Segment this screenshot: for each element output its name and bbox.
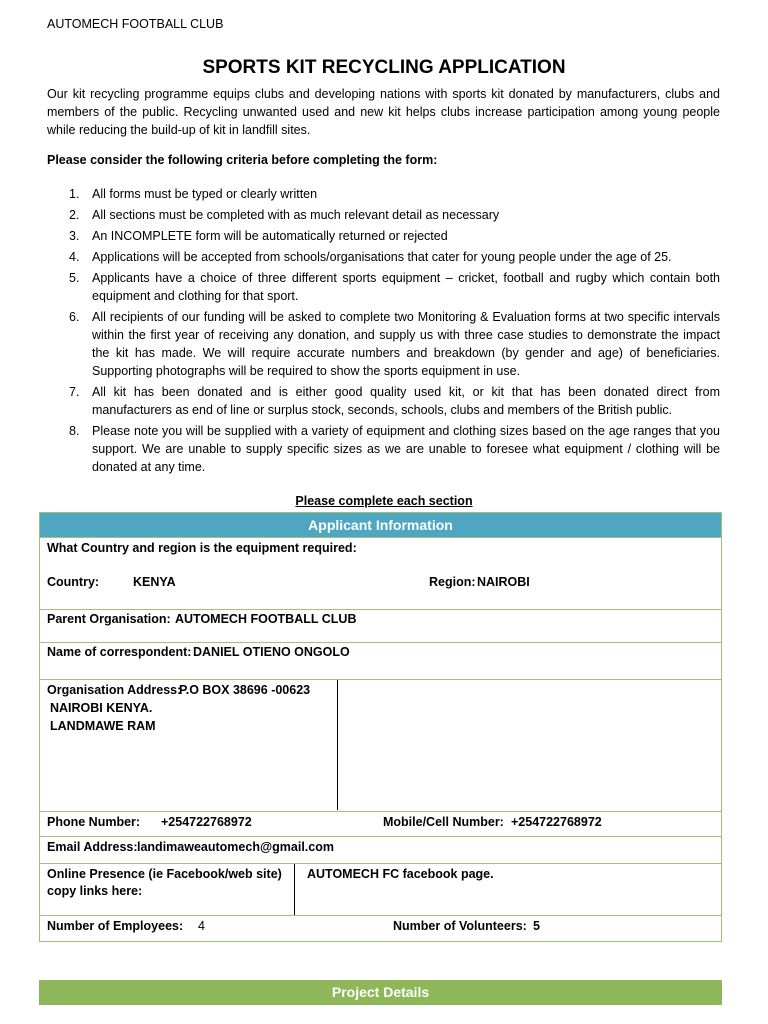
- criteria-item: 3. An INCOMPLETE form will be automatically returned or rejected: [69, 229, 448, 243]
- address-line-1[interactable]: P.O BOX 38696 -00623: [179, 683, 311, 697]
- country-value[interactable]: KENYA: [133, 575, 176, 589]
- phone-label: Phone Number:: [47, 815, 141, 829]
- parent-organisation-label: Parent Organisation:: [47, 612, 171, 626]
- project-details-header: Project Details: [39, 980, 722, 1005]
- criteria-item: 5. Applicants have a choice of three different sports equipment – cricket, football and rugby which contain both equipment and clothing for that sport.: [69, 271, 720, 303]
- region-label: Region:: [429, 575, 476, 589]
- volunteers-label: Number of Volunteers:: [393, 919, 527, 933]
- parent-organisation-value[interactable]: AUTOMECH FOOTBALL CLUB: [175, 612, 357, 626]
- criteria-item: 1. All forms must be typed or clearly written: [69, 187, 318, 201]
- applicant-form: [39, 512, 722, 942]
- applicant-information-header: Applicant Information: [40, 513, 721, 537]
- email-value[interactable]: landimaweautomech@gmail.com: [137, 840, 334, 854]
- mobile-label: Mobile/Cell Number:: [383, 815, 504, 829]
- club-name: AUTOMECH FOOTBALL CLUB: [47, 17, 224, 31]
- staff-row[interactable]: [40, 915, 721, 943]
- address-divider: [337, 680, 338, 810]
- criteria-item: 8. Please note you will be supplied with a variety of equipment and clothing sizes based on the age ranges that you support. We are unable to supply specific sizes as we are unable to foresee what equipment / clothing will be donated at any time.: [69, 424, 720, 474]
- phone-value[interactable]: +254722768972: [161, 815, 252, 829]
- correspondent-row[interactable]: [40, 642, 721, 679]
- parent-organisation-row[interactable]: [40, 609, 721, 642]
- criteria-item: 2. All sections must be completed with as much relevant detail as necessary: [69, 208, 500, 222]
- page-title: SPORTS KIT RECYCLING APPLICATION: [202, 57, 566, 78]
- address-row[interactable]: [40, 679, 721, 811]
- section-instruction: Please complete each section: [295, 494, 473, 508]
- correspondent-label: Name of correspondent:: [47, 645, 192, 659]
- address-label: Organisation Address:: [47, 683, 182, 697]
- email-row[interactable]: [40, 836, 721, 863]
- country-label: Country:: [47, 575, 100, 589]
- region-value[interactable]: NAIROBI: [477, 575, 530, 589]
- criteria-item: 4. Applications will be accepted from schools/organisations that cater for young people under the age of 25.: [69, 250, 672, 264]
- correspondent-value[interactable]: DANIEL OTIENO ONGOLO: [193, 645, 350, 659]
- phone-row[interactable]: [40, 811, 721, 836]
- country-region-row[interactable]: [40, 537, 721, 609]
- online-divider: [294, 864, 295, 916]
- address-line-2[interactable]: NAIROBI KENYA.: [50, 701, 153, 715]
- email-label: Email Address:: [47, 840, 138, 854]
- employees-label: Number of Employees:: [47, 919, 184, 933]
- employees-value[interactable]: 4: [198, 919, 205, 933]
- online-presence-label-2: copy links here:: [47, 884, 143, 898]
- criteria-item: 6. All recipients of our funding will be asked to complete two Monitoring & Evaluation forms at two specific intervals within the first year of receiving any donation, and supply us with three case studies to demonstrate the impact the kit has made. We will require accurate numbers and breakdown (by gender and age) of beneficiaries. Supporting photographs will be required to show the sports equipment in use.: [69, 310, 720, 378]
- intro-paragraph: Our kit recycling programme equips clubs and developing nations with sports kit donated by manufacturers, clubs and members of the public. Recycling unwanted used and new kit helps clubs increase participation among young people while reducing the build-up of kit in landfill sites.: [47, 87, 720, 137]
- criteria-item: 7. All kit has been donated and is either good quality used kit, or kit that has been donated direct from manufacturers as end of line or surplus stock, seconds, schools, clubs and members of the British public.: [69, 385, 720, 417]
- mobile-value[interactable]: +254722768972: [511, 815, 602, 829]
- online-presence-row[interactable]: [40, 863, 721, 915]
- country-question: What Country and region is the equipment required:: [47, 541, 357, 555]
- volunteers-value[interactable]: 5: [533, 919, 540, 933]
- online-presence-value[interactable]: AUTOMECH FC facebook page.: [307, 867, 494, 881]
- criteria-list: [47, 185, 720, 479]
- address-line-3[interactable]: LANDMAWE RAM: [50, 719, 156, 733]
- online-presence-label: Online Presence (ie Facebook/web site): [47, 867, 282, 881]
- criteria-heading: Please consider the following criteria before completing the form:: [47, 153, 438, 167]
